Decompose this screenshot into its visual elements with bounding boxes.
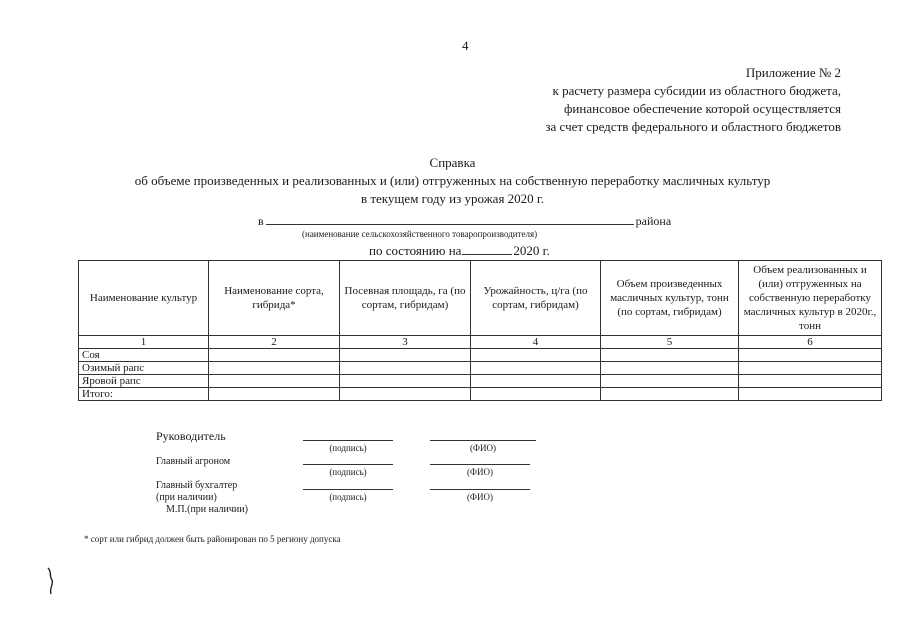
table-cell[interactable]: [739, 375, 882, 388]
column-number: 2: [209, 336, 340, 349]
table-row: [79, 362, 882, 375]
column-header: Наименование культур: [79, 261, 209, 336]
pen-mark-icon: [46, 566, 56, 596]
annex-block: [441, 64, 841, 136]
column-number: 5: [601, 336, 739, 349]
producer-row: [258, 212, 671, 229]
table-cell[interactable]: [340, 349, 471, 362]
column-header: Наименование сорта, гибрида*: [209, 261, 340, 336]
agronomist-label: Главный агроном: [156, 456, 231, 467]
head-signature-field[interactable]: [303, 440, 393, 441]
name-caption: (ФИО): [469, 443, 497, 453]
state-date-prefix: по состоянию на: [369, 243, 462, 258]
state-date-suffix: 2020 г.: [513, 243, 550, 258]
document-subtitle-year: в текущем году из урожая 2020 г.: [360, 191, 545, 206]
table-cell[interactable]: [739, 388, 882, 401]
name-caption: (ФИО): [466, 467, 494, 477]
crop-name: Озимый рапс: [79, 362, 209, 375]
accountant-note: (при наличии): [156, 492, 217, 503]
table-cell[interactable]: [739, 362, 882, 375]
annex-line: за счет средств федерального и областного бюджетов: [545, 119, 841, 134]
table-row: [79, 349, 882, 362]
annex-line: финансовое обеспечение которой осуществляется: [564, 101, 841, 116]
table-cell[interactable]: [601, 362, 739, 375]
signature-caption: (подпись): [329, 492, 367, 502]
state-date-row: [369, 242, 550, 259]
column-number-row: [79, 336, 882, 349]
column-header: Урожайность, ц/га (по сортам, гибридам): [471, 261, 601, 336]
head-label: Руководитель: [156, 429, 226, 443]
document-subtitle: об объеме произведенных и реализованных и (или) отгруженных на собственную переработку масличных культур: [134, 173, 771, 188]
table-cell[interactable]: [340, 375, 471, 388]
table-row: [79, 375, 882, 388]
table-cell[interactable]: [471, 388, 601, 401]
table-cell[interactable]: [471, 375, 601, 388]
table-cell[interactable]: [601, 349, 739, 362]
name-caption: (ФИО): [466, 492, 494, 502]
table-cell[interactable]: [601, 388, 739, 401]
table-header-row: [79, 261, 882, 336]
footnote: * сорт или гибрид должен быть районирован по 5 региону допуска: [84, 534, 341, 544]
column-header: Объем реализованных и (или) отгруженных на собственную переработку масличных культур в 2020г., тонн: [739, 261, 882, 336]
table-cell[interactable]: [209, 388, 340, 401]
agronomist-signature-field[interactable]: [303, 464, 393, 465]
table-cell[interactable]: [209, 362, 340, 375]
signature-caption: (подпись): [329, 443, 367, 453]
accountant-name-field[interactable]: [430, 489, 530, 490]
page-number: 4: [462, 38, 469, 53]
accountant-label: Главный бухгалтер: [156, 480, 238, 491]
head-name-field[interactable]: [430, 440, 536, 441]
table-cell[interactable]: [471, 349, 601, 362]
table-cell[interactable]: [340, 362, 471, 375]
producer-suffix: района: [635, 214, 672, 228]
column-number: 3: [340, 336, 471, 349]
annex-line: к расчету размера субсидии из областного бюджета,: [552, 83, 841, 98]
crop-name: Итого:: [79, 388, 209, 401]
column-header: Посевная площадь, га (по сортам, гибридам): [340, 261, 471, 336]
column-number: 1: [79, 336, 209, 349]
column-number: 6: [739, 336, 882, 349]
table-cell[interactable]: [340, 388, 471, 401]
agronomist-name-field[interactable]: [430, 464, 530, 465]
document-title-block: [0, 154, 905, 208]
signature-caption: (подпись): [329, 467, 367, 477]
accountant-signature-field[interactable]: [303, 489, 393, 490]
table-cell[interactable]: [209, 349, 340, 362]
column-header: Объем произведенных масличных культур, тонн (по сортам, гибридам): [601, 261, 739, 336]
table-row: [79, 388, 882, 401]
oilseed-table: [78, 260, 882, 401]
table-cell[interactable]: [601, 375, 739, 388]
annex-title: Приложение № 2: [745, 65, 841, 80]
stamp-label: М.П.(при наличии): [166, 504, 248, 515]
producer-name-field[interactable]: [266, 212, 634, 225]
document-heading: Справка: [429, 155, 476, 170]
column-number: 4: [471, 336, 601, 349]
crop-name: Соя: [79, 349, 209, 362]
crop-name: Яровой рапс: [79, 375, 209, 388]
table-cell[interactable]: [471, 362, 601, 375]
producer-caption: (наименование сельскохозяйственного товаропроизводителя): [302, 229, 538, 239]
table-cell[interactable]: [209, 375, 340, 388]
state-date-field[interactable]: [462, 242, 512, 255]
producer-prefix: в: [258, 214, 264, 228]
table-cell[interactable]: [739, 349, 882, 362]
